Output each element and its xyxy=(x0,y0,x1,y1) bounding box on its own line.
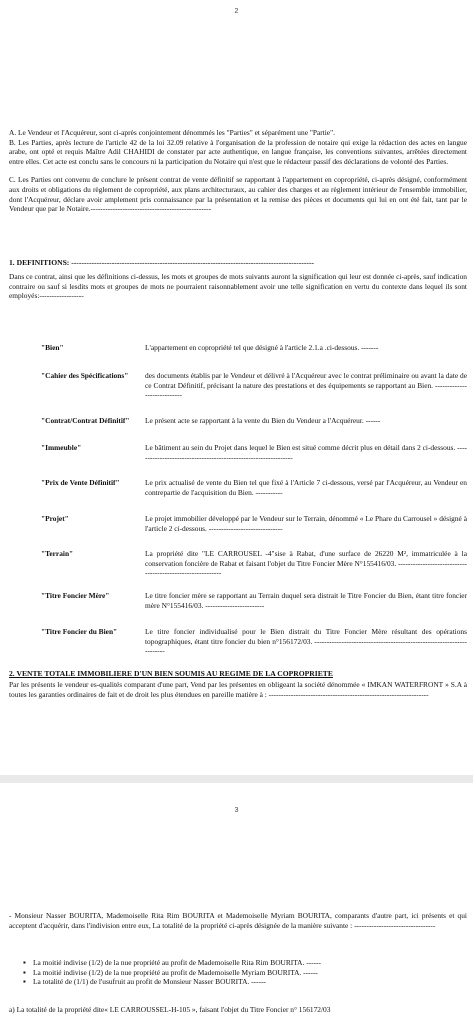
definition-term: "Titre Foncier du Bien" xyxy=(41,627,118,636)
definition-term: "Prix de Vente Définitif" xyxy=(41,478,120,487)
paragraph-b: B. Les Parties, après lecture de l'article 42 de la loi 32.09 relative à l'organisation de la profession de notaire qui exige la rédaction des actes en langue arabe, ont opté et requis Maître Adil CHAHIDI de constater par acte authentique, en langue française, les conventions suivantes, arrêtées directement entre elles. Cet acte est conclu sans le concours ni la participation du Notaire qui n'est que le rédacteur passif des déclarations de volonté des Parties. xyxy=(9,137,467,166)
definition-desc: des documents établis par le Vendeur et délivré à l'Acquéreur avec le contrat préliminaire ou avant la date de ce Contrat Définitif, précisant la nature des prestations et des équipements se rapportant au Bien. ---------------------------- xyxy=(145,371,467,400)
buyers-paragraph: - Monsieur Nasser BOURITA, Mademoiselle Rita Rim BOURITA et Mademoiselle Myriam BOURITA, comparants d'autre part, ici présents et qui acceptent d'acquérir, dans l'indivision entre eux, La totalité de la propriété ci-après désignée de la manière suivante : --------------------------------- xyxy=(9,911,467,930)
definition-desc: Le titre foncier mère se rapportant au Terrain duquel sera distrait le Titre Foncier du Bien, étant titre foncier mère N°155416/03. ------------------------ xyxy=(145,591,467,610)
list-item: ▪ La totalité de (1/1) de l'usufruit au profit de Monsieur Nasser BOURITA. ------ xyxy=(33,977,467,987)
definition-term: "Bien" xyxy=(41,343,64,352)
document-page-3 xyxy=(0,783,473,1024)
paragraph-a: A. Le Vendeur et l'Acquéreur, sont ci-après conjointement dénommés les "Parties" et séparément une "Partie". xyxy=(9,128,335,137)
definition-desc: Le projet immobilier développé par le Vendeur sur le Terrain, dénommé « Le Phare du Carrousel » désigné à l'article 2 ci-dessous. ------------------------------ xyxy=(145,514,467,533)
ownership-list xyxy=(9,958,467,987)
page-number: 3 xyxy=(234,807,239,814)
section-2-title xyxy=(9,669,467,679)
definition-desc: Le présent acte se rapportant à la vente du Bien du Vendeur a l'Acquéreur. ------ xyxy=(145,416,381,425)
page-number: 2 xyxy=(234,8,239,15)
definition-desc: Le titre foncier individualisé pour le Bien distrait du Titre Foncier Mère résultant des opérations topographiques, étant titre foncier du bien n°156172/03. ---------------------------------------------------------------------- xyxy=(145,627,467,656)
section-2-title-text: 2. VENTE TOTALE IMMOBILIERE D'UN BIEN SOUMIS AU REGIME DE LA COPROPRIETE xyxy=(9,669,333,678)
intro-paragraphs xyxy=(9,128,467,223)
list-item: ▪ La moitié indivise (1/2) de la nue propriété au profit de Mademoiselle Rita Rim BOURITA. ------ xyxy=(33,958,467,968)
section-1-title: 1. DEFINITIONS: ------------------------------------------------------------------------------------------------ xyxy=(9,258,314,267)
item-a: a) La totalité de la propriété dite« LE CARROUSSEL-H-105 », faisant l'objet du Titre Foncier n° 156172/03 xyxy=(9,1005,331,1014)
definition-term: "Projet" xyxy=(41,514,69,523)
definition-term: "Immeuble" xyxy=(41,443,82,452)
section-1-intro: Dans ce contrat, ainsi que les définitions ci-dessus, les mots et groupes de mots suivants auront la signification qui leur est donnée ci-après, sauf indication contraire ou sauf si lesdits mots et groupes de mots ne pourraient raisonnablement avoir une telle signification en vertu du contexte dans lequel ils sont employés:------------------ xyxy=(9,272,467,301)
definition-desc: La propriété dite "LE CARROUSEL -4"sise à Rabat, d'une surface de 26220 M², immatriculée à la conservation foncière de Rabat et faisant l'objet du Titre Foncier Mère N°155416/03. ----------------------------------------------------------- xyxy=(145,549,467,578)
definition-desc: L'appartement en copropriété tel que désigné à l'article 2.1.a .ci-dessous. ------- xyxy=(145,343,379,352)
page-separator xyxy=(0,775,473,783)
section-2-text: Par les présents le vendeur es-qualités comparant d'une part, Vend par les présentes en obligeant la société dénommée « IMKAN WATERFRONT » S.A à toutes les garanties ordinaires de fait et de droit les plus étendues en pareille matière à : ----------------------------------------------------------------- xyxy=(9,680,467,699)
paragraph-c: C. Les Parties ont convenu de conclure le présent contrat de vente définitif se rapportant à l'appartement en copropriété, ci-après désigné, conformément aux droits et obligations du règlement de copropriété, aux plans architecturaux, au cahier des charges et au règlement intérieur de l'ensemble immobilier, dont l'Acquéreur, déclare avoir amplement pris connaissance par la présentation et la remise des pièces et documents qui lui en ont été fait, tant par le Vendeur que par le Notaire.------------------------------------------------- xyxy=(9,175,467,214)
definition-term: "Titre Foncier Mère" xyxy=(41,591,110,600)
definition-desc: Le prix actualisé de vente du Bien tel que fixé à l'Article 7 ci-dessous, versé par l'Acquéreur, au Vendeur en contrepartie de l'acquisition du Bien. ----------- xyxy=(145,478,467,497)
definition-term: "Contrat/Contrat Définitif" xyxy=(41,416,130,425)
definition-term: "Terrain" xyxy=(41,549,74,558)
definition-desc: Le bâtiment au sein du Projet dans lequel le Bien est situé comme décrit plus en détail dans 2 ci-dessous. ---------------------------------------------------------------- xyxy=(145,443,467,462)
definition-term: "Cahier des Spécifications" xyxy=(41,371,129,380)
list-item: ▪ La moitié indivise (1/2) de la nue propriété au profit de Mademoiselle Myriam BOURITA. ------ xyxy=(33,968,467,978)
